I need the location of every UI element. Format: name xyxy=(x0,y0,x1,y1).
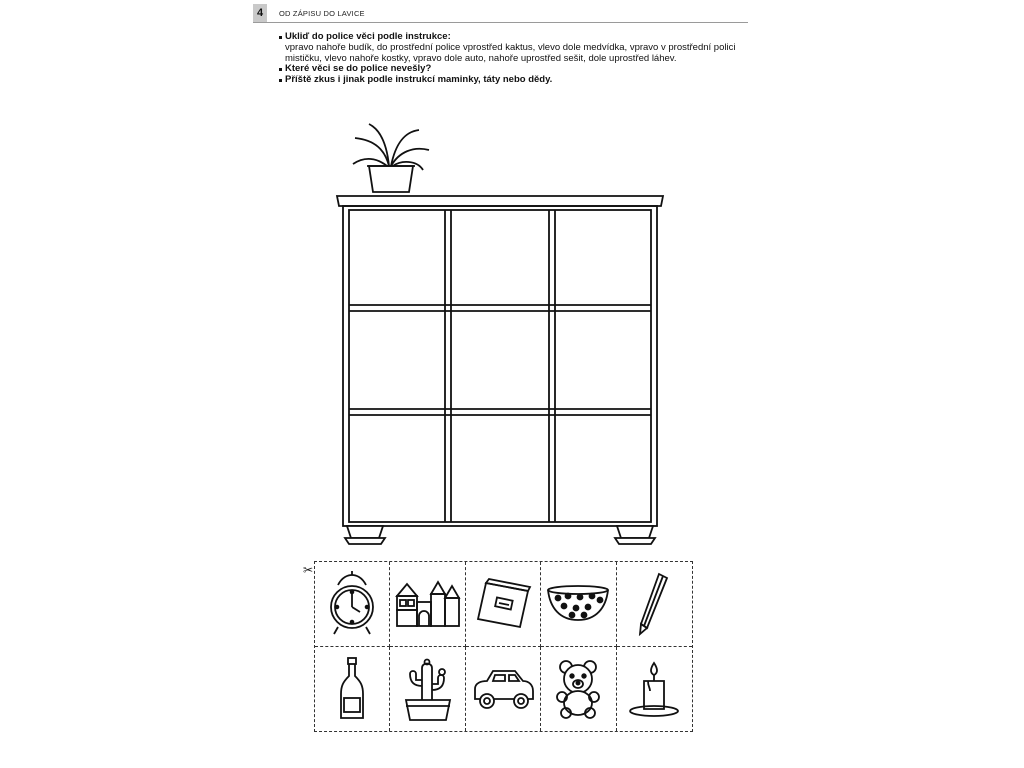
instruction-3-heading: Příště zkus i jinak podle instrukcí maminky, táty nebo dědy. xyxy=(285,74,553,86)
card-teddy-bear[interactable] xyxy=(541,647,616,732)
card-cactus[interactable] xyxy=(390,647,465,732)
card-toy-car[interactable] xyxy=(466,647,541,732)
instruction-1-heading: Ukliď do police věci podle instrukce: xyxy=(285,31,451,42)
header-title: OD ZÁPISU DO LAVICE xyxy=(279,9,365,18)
candle-icon xyxy=(626,659,682,719)
page-number: 4 xyxy=(253,4,267,22)
bowl-icon xyxy=(546,584,610,624)
toy-car-icon xyxy=(471,667,535,711)
instruction-1-body: vpravo nahoře budík, do prostřední police vprostřed kaktus, vlevo dole medvídka, vpravo v prostřední polici mističku, vlevo nahoře kostky, vpravo dole auto, nahoře uprostřed sešit, dole uprostřed láhev. xyxy=(285,41,736,64)
header-divider xyxy=(253,22,748,23)
instruction-1 xyxy=(279,32,749,64)
cactus-icon xyxy=(400,656,456,722)
bottle-icon xyxy=(337,656,367,722)
shelf-illustration xyxy=(325,120,675,550)
pencil-icon xyxy=(637,572,671,636)
card-building-blocks[interactable] xyxy=(390,562,465,647)
card-alarm-clock[interactable] xyxy=(315,562,390,647)
card-candle[interactable] xyxy=(617,647,692,732)
card-bottle[interactable] xyxy=(315,647,390,732)
card-pencil[interactable] xyxy=(617,562,692,647)
notebook-icon xyxy=(474,577,532,631)
alarm-clock-icon xyxy=(324,571,380,637)
instruction-3 xyxy=(279,75,749,86)
instructions xyxy=(279,32,749,86)
teddy-bear-icon xyxy=(550,659,606,719)
scissors-icon: ✂ xyxy=(303,563,314,577)
cutout-cards xyxy=(314,561,693,732)
card-notebook[interactable] xyxy=(466,562,541,647)
potted-plant-icon xyxy=(353,124,429,192)
instruction-2-heading: Které věci se do police nevešly? xyxy=(285,63,432,75)
building-blocks-icon xyxy=(395,580,461,628)
card-bowl[interactable] xyxy=(541,562,616,647)
